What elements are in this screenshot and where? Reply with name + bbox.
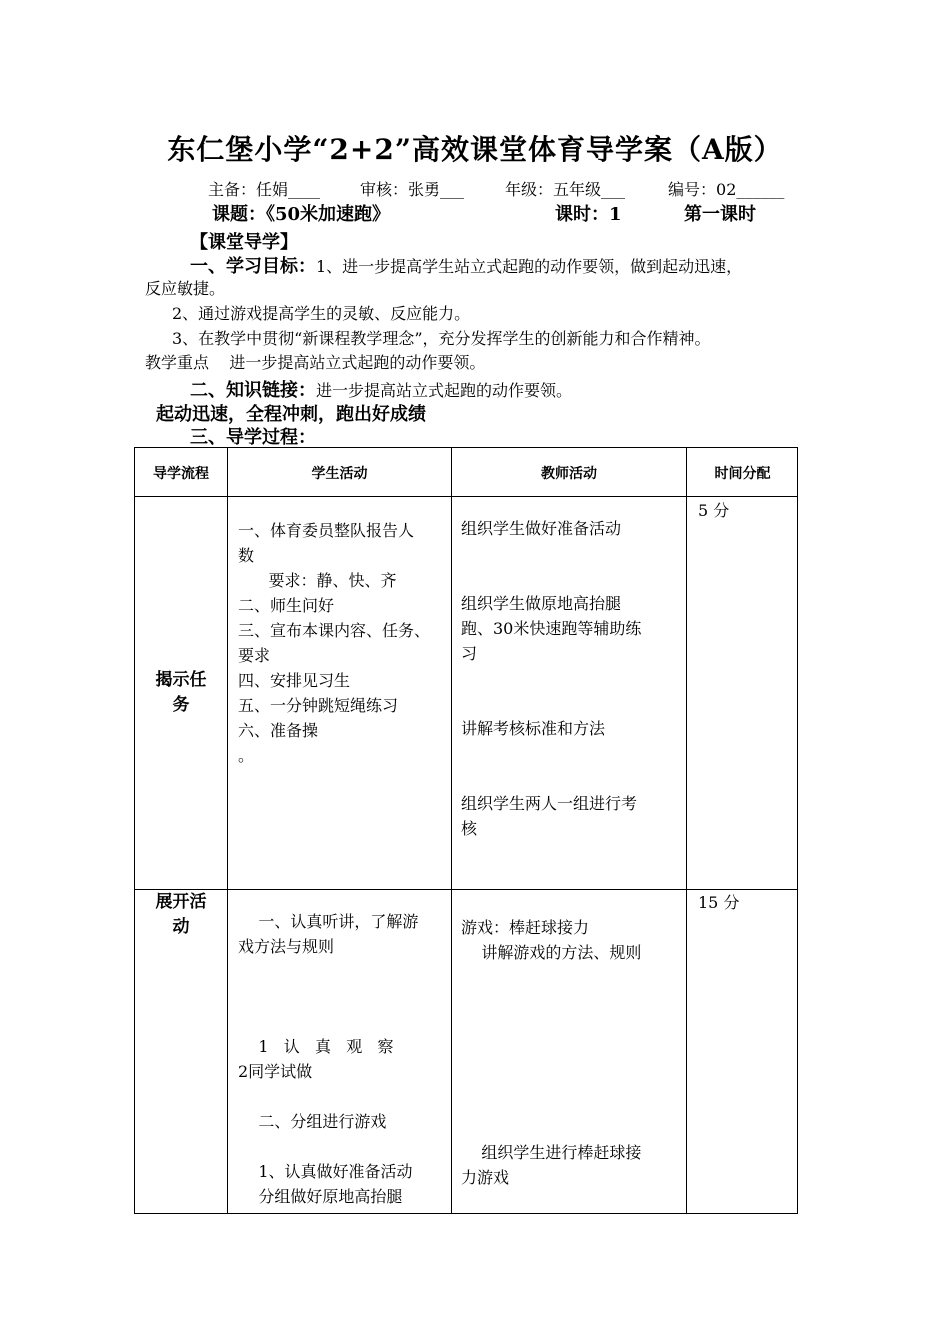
topic-label: 课题： [212,204,266,225]
number-field [668,177,784,200]
grade-label: 年级： [505,180,554,199]
reviewer-label: 审核： [360,180,409,199]
number-value: 02______ [716,180,785,199]
row2-flow: 展开活 动 [155,892,207,937]
goals-heading: 一、学习目标： [190,256,316,277]
section-header: 【课堂导学】 [190,232,298,253]
reviewer-value: 张勇___ [408,180,465,199]
hours-value: 1 [609,204,622,225]
lesson-hours [555,200,622,226]
row2-student: 一、认真听讲，了解游 戏方法与规则 1 认 真 观 察 2同学试做 二、分组进行游戏 1、认真做好准备活动 分组做好原地高抬腿 [238,912,419,1206]
author-field [208,177,320,200]
goals-line1b: 反应敏捷。 [145,279,226,298]
row1-time: 5 分 [698,501,730,520]
header-student: 学生活动 [311,466,368,482]
row2-time: 15 分 [698,893,740,912]
slogan: 起动迅速，全程冲刺，跑出好成绩 [156,404,426,425]
header-teacher: 教师活动 [541,466,597,482]
number-label: 编号： [668,180,717,199]
row2-teacher: 游戏：棒赶球接力 讲解游戏的方法、规则 组织学生进行棒赶球接 力游戏 [461,918,642,1187]
lesson-session: 第一课时 [684,204,756,225]
row1-teacher: 组织学生做好准备活动 组织学生做原地高抬腿 跑、30米快速跑等辅助练 习 讲解考核标准和方法 组织学生两人一组进行考 核 [461,519,642,838]
teaching-focus: 教学重点 进一步提高站立式起跑的动作要领。 [145,353,486,372]
author-label: 主备： [208,180,257,199]
header-time: 时间分配 [714,466,771,482]
knowledge-link [190,376,572,402]
row1-student: 一、体育委员整队报告人 数 要求：静、快、齐 二、师生问好 三、宣布本课内容、任务、 要求 四、安排见习生 五、一分钟跳短绳练习 六、准备操 。 [238,521,431,765]
lesson-topic [212,200,390,226]
goals-line3: 3、在教学中贯彻“新课程教学理念”，充分发挥学生的创新能力和合作精神。 [172,329,711,348]
topic-value: 《50米加速跑》 [266,204,391,225]
process-heading: 三、导学过程： [190,427,316,448]
link-heading: 二、知识链接： [190,380,316,401]
grade-value: 五年级___ [553,180,626,199]
goals-text1: 1、进一步提高学生站立式起跑的动作要领，做到起动迅速， [316,257,743,276]
goals-line1 [190,252,742,278]
document-title: 东仁堡小学“2+2”高效课堂体育导学案（A版） [167,133,783,166]
grade-field [505,177,625,200]
header-flow: 导学流程 [153,466,209,482]
goals-line2: 2、通过游戏提高学生的灵敏、反应能力。 [172,304,471,323]
link-text: 进一步提高站立式起跑的动作要领。 [316,381,573,400]
row1-flow: 揭示任 务 [155,670,207,715]
author-value: 任娟____ [256,180,321,199]
hours-label: 课时： [555,204,609,225]
reviewer-field [360,177,464,200]
guide-table [134,447,798,1214]
